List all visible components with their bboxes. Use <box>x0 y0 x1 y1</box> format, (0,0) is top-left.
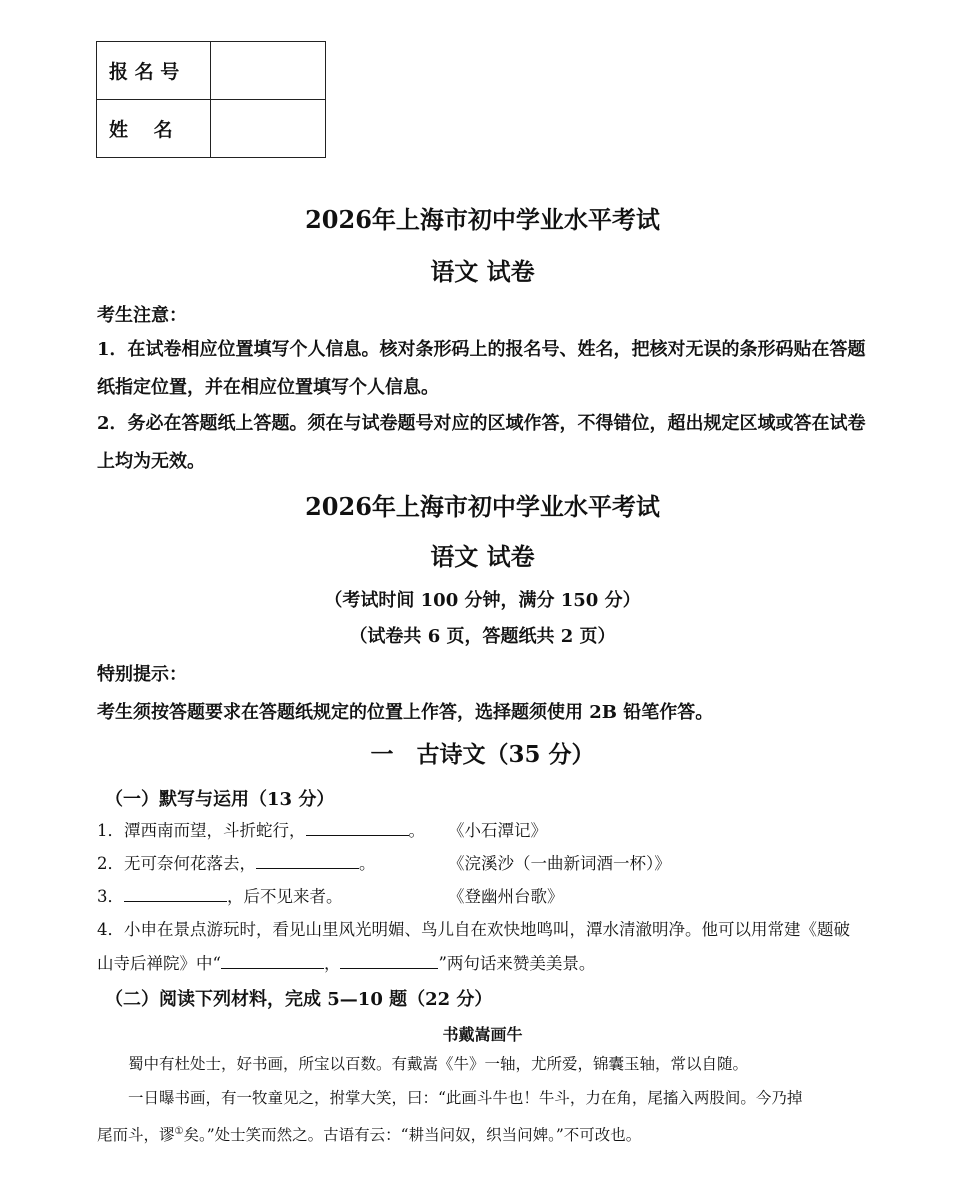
passage-p2-line-2 <box>66 1115 641 1152</box>
q1-answer-blank[interactable] <box>306 817 409 836</box>
registration-number-field[interactable] <box>211 42 326 100</box>
q4-line-1: 4．小申在景点游玩时，看见山里风光明媚、鸟儿自在欢快地鸣叫，潭水清澈明净。他可以用常建《题破 <box>97 920 850 939</box>
section-title: 一 古诗文（35 分） <box>370 741 595 768</box>
exam-subtitle-repeat: 语文 试卷 <box>430 542 535 571</box>
q2-text-end: 。 <box>359 854 376 873</box>
q3-source: 《登幽州台歌》 <box>448 887 564 906</box>
exam-title-repeat: 2026年上海市初中学业水平考试 <box>305 492 660 521</box>
passage-p2-text-a: 尾而斗，谬 <box>97 1126 175 1145</box>
q1-source: 《小石潭记》 <box>448 821 547 840</box>
part2-title: （二）阅读下列材料，完成 5—10 题（22 分） <box>105 989 493 1010</box>
exam-pages-info: （试卷共 6 页，答题纸共 2 页） <box>349 626 616 647</box>
passage-paragraph-2 <box>97 1081 877 1152</box>
q1-text-end: 。 <box>408 821 425 840</box>
question-4 <box>97 913 877 981</box>
q3-text-end: ，后不见来者。 <box>227 887 343 906</box>
special-notice-text: 考生须按答题要求在答题纸规定的位置上作答，选择题须使用 2B 铅笔作答。 <box>97 702 714 723</box>
q2-source: 《浣溪沙（一曲新词酒一杯）》 <box>448 854 671 873</box>
name-field[interactable] <box>211 100 326 158</box>
passage-p2-line-1: 一日曝书画，有一牧童见之，拊掌大笑，曰：“此画斗牛也！牛斗，力在角，尾搐入两股间。今乃掉 <box>128 1089 803 1107</box>
q2-text: 2．无可奈何花落去， <box>97 854 256 873</box>
exam-subtitle: 语文 试卷 <box>430 257 535 286</box>
exam-title: 2026年上海市初中学业水平考试 <box>305 205 660 234</box>
passage-title: 书戴嵩画牛 <box>442 1025 523 1044</box>
special-notice-heading: 特别提示： <box>97 664 187 685</box>
part1-title: （一）默写与运用（13 分） <box>105 789 335 810</box>
q4-line-2 <box>97 947 877 981</box>
notice-item-2: 2．务必在答题纸上答题。须在与试卷题号对应的区域作答，不得错位，超出规定区域或答在试卷上均为无效。 <box>97 413 866 472</box>
q4-separator: ， <box>323 954 341 973</box>
name-label: 姓 名 <box>97 100 211 158</box>
registration-number-label: 报 名 号 <box>97 42 211 100</box>
q4-text-end: ”两句话来赞美美景。 <box>438 954 596 973</box>
passage-p2-text-b: 矣。”处士笑而然之。古语有云：“耕当问奴，织当问婢。”不可改也。 <box>183 1126 642 1145</box>
notice-heading: 考生注意： <box>97 305 187 326</box>
q3-text: 3． <box>97 887 124 906</box>
q4-answer-blank-2[interactable] <box>340 950 438 969</box>
exam-time-info: （考试时间 100 分钟，满分 150 分） <box>324 590 641 611</box>
candidate-info-table <box>96 41 326 158</box>
footnote-marker: ① <box>174 1126 184 1137</box>
notice-item-1: 1．在试卷相应位置填写个人信息。核对条形码上的报名号、姓名，把核对无误的条形码贴在答题纸指定位置，并在相应位置填写个人信息。 <box>97 339 866 398</box>
q3-answer-blank[interactable] <box>124 883 227 902</box>
q4-answer-blank-1[interactable] <box>221 950 324 969</box>
q2-answer-blank[interactable] <box>256 850 359 869</box>
q4-text: 山寺后禅院》中“ <box>97 954 221 973</box>
passage-paragraph-1: 蜀中有杜处士，好书画，所宝以百数。有戴嵩《牛》一轴，尤所爱，锦囊玉轴，常以自随。 <box>128 1055 749 1073</box>
q1-text: 1．潭西南而望，斗折蛇行， <box>97 821 306 840</box>
